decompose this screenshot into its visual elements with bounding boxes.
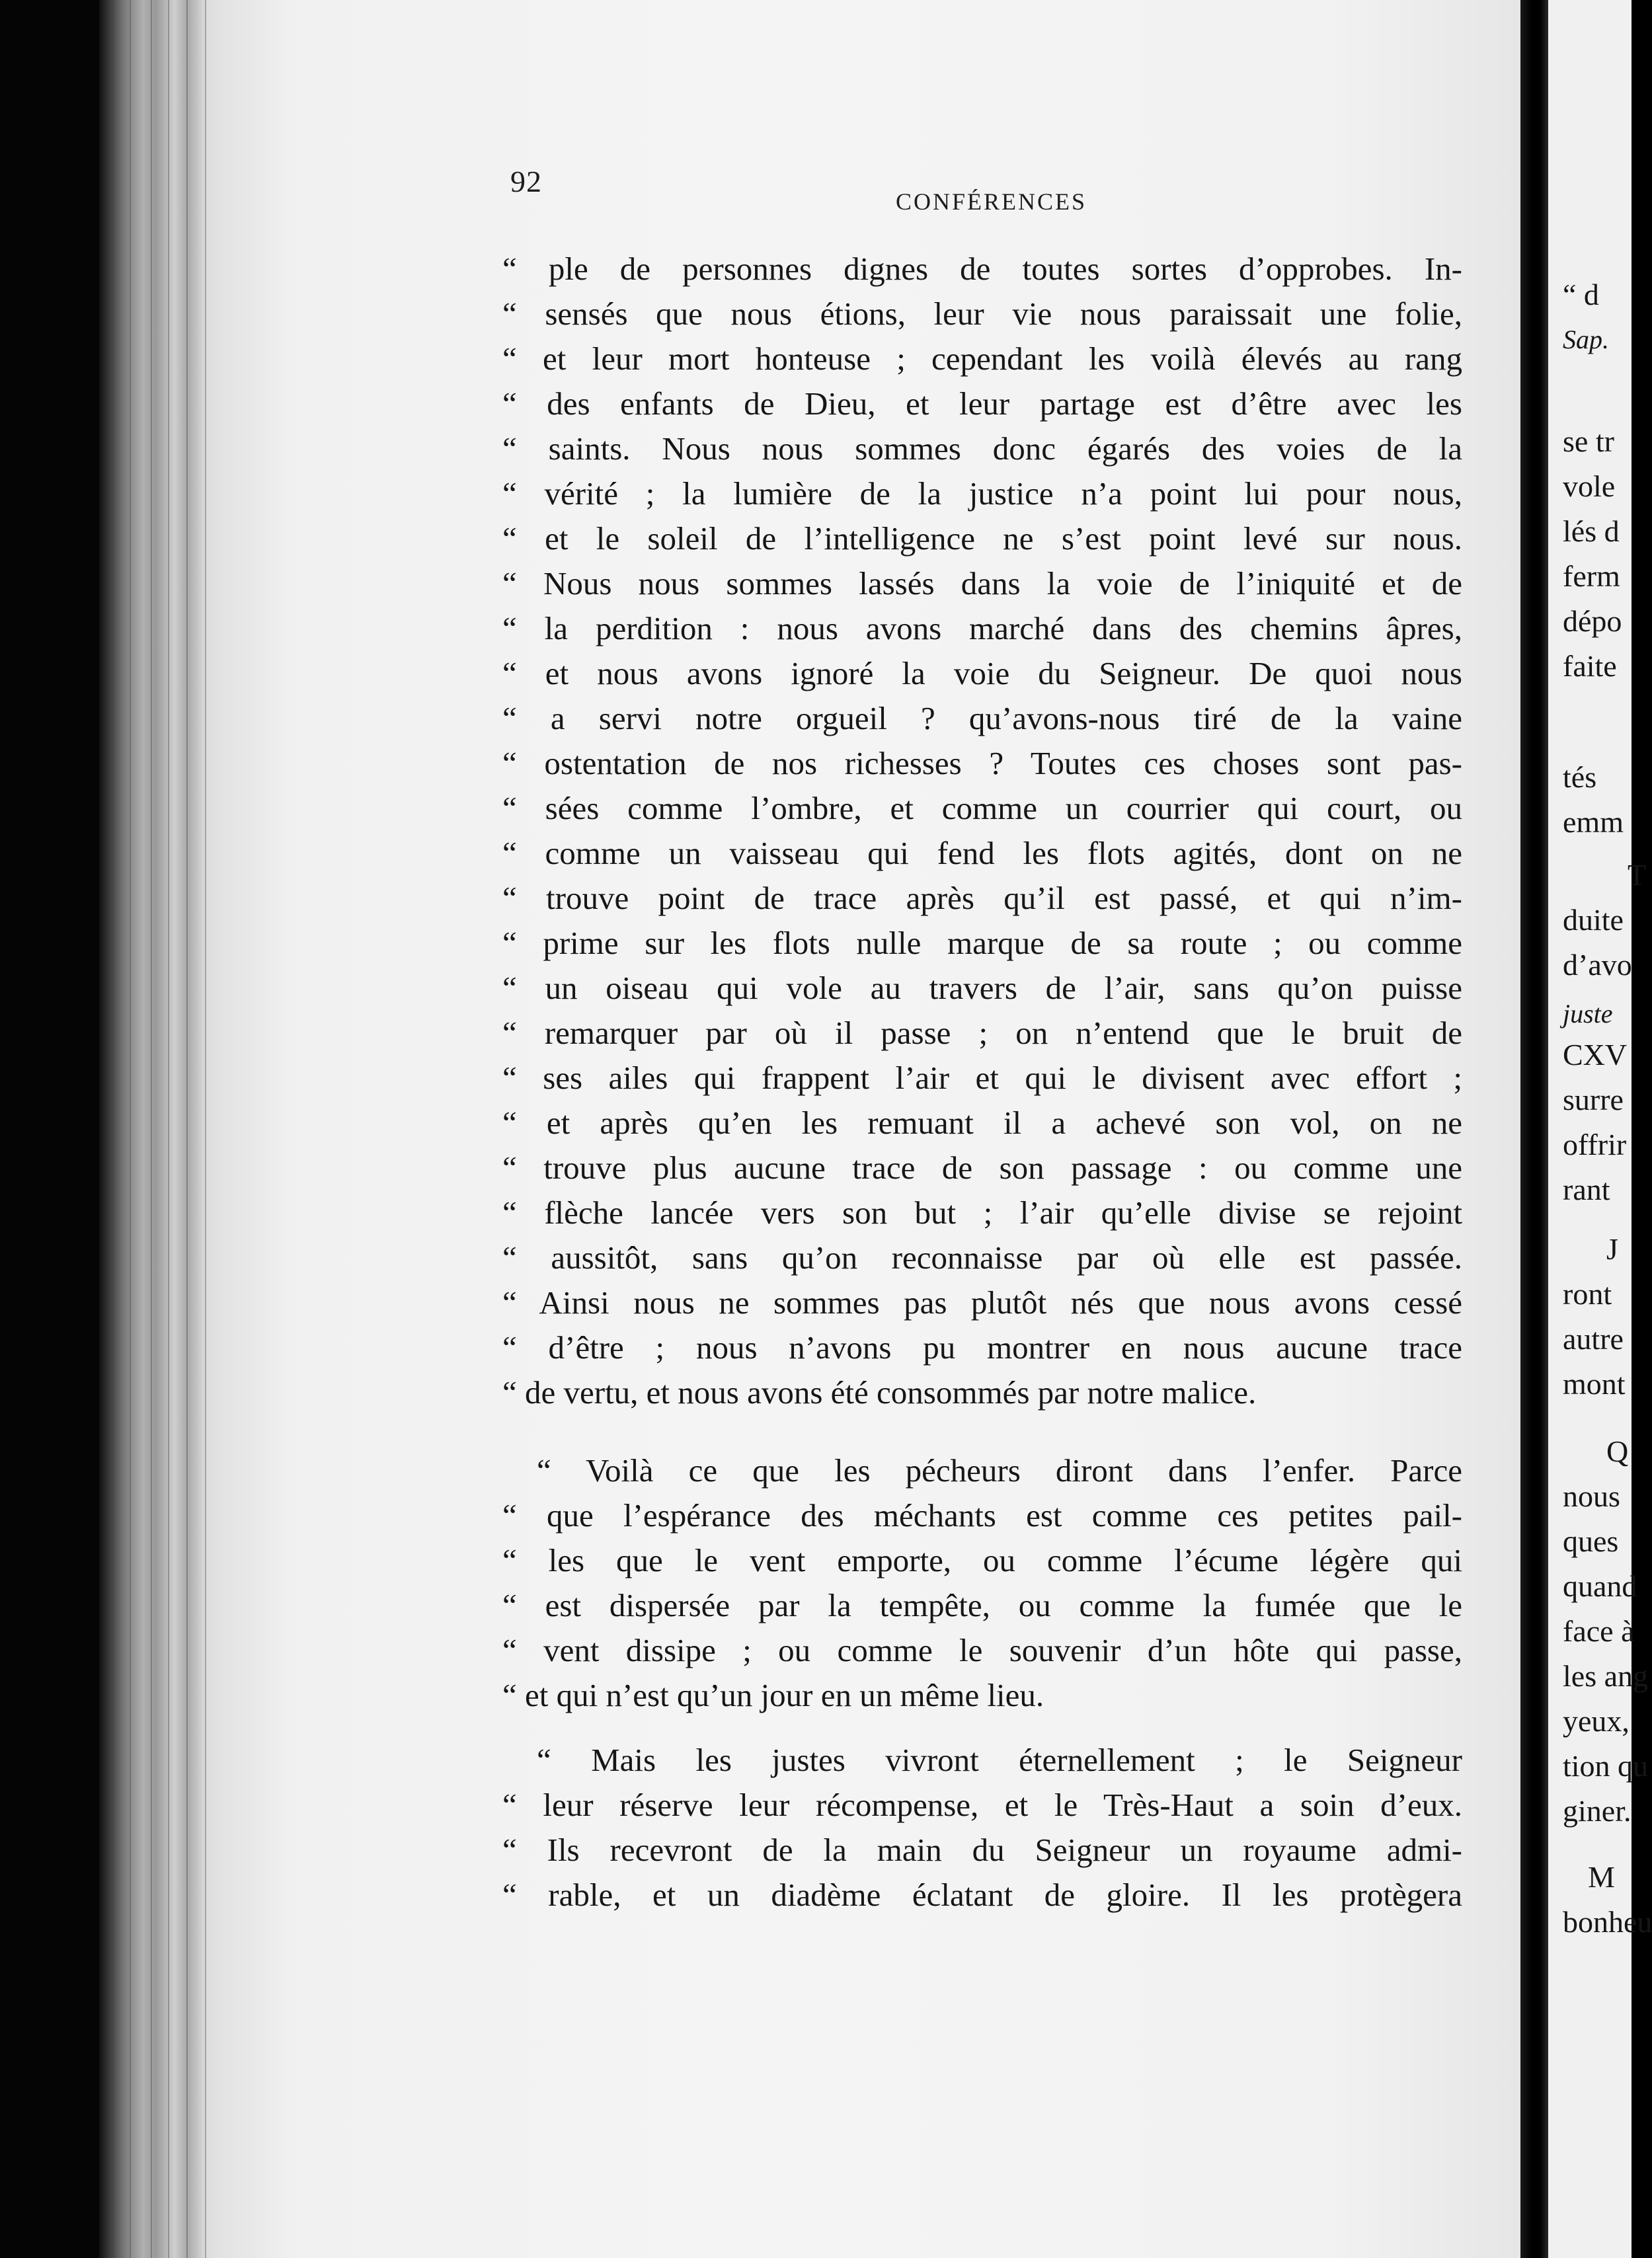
text-line: “ Ils recevront de la main du Seigneur un royaume admi-	[502, 1832, 1462, 1868]
right-page-fragment: duite	[1563, 903, 1624, 937]
text-line: “ vent dissipe ; ou comme le souvenir d’un hôte qui passe,	[502, 1632, 1462, 1668]
right-page-fragment: lés d	[1563, 514, 1620, 548]
right-page-fragment: se tr	[1563, 424, 1614, 458]
text-line: “ flèche lancée vers son but ; l’air qu’elle divise se rejoint	[502, 1194, 1462, 1231]
text-line: “ est dispersée par la tempête, ou comme la fumée que le	[502, 1587, 1462, 1623]
page-edges	[99, 0, 225, 2258]
right-page-fragment: surre	[1563, 1083, 1624, 1116]
right-page-fragment: rant	[1563, 1173, 1610, 1206]
text-line: “ les que le vent emporte, ou comme l’écume légère qui	[502, 1542, 1462, 1578]
right-page-fragment: Q	[1606, 1434, 1629, 1468]
right-page-fragment: emm	[1563, 805, 1624, 839]
right-page-fragment: Sap.	[1563, 325, 1609, 354]
text-line: “ saints. Nous nous sommes donc égarés des voies de la	[502, 430, 1462, 467]
text-line: “ comme un vaisseau qui fend les flots agités, dont on ne	[502, 835, 1462, 871]
text-line: “ ses ailes qui frappent l’air et qui le divisent avec effort ;	[502, 1060, 1462, 1096]
text-line: “ sées comme l’ombre, et comme un courrier qui court, ou	[502, 790, 1462, 826]
text-line: “ Ainsi nous ne sommes pas plutôt nés que nous avons cessé	[502, 1284, 1462, 1321]
text-line: “ remarquer par où il passe ; on n’entend que le bruit de	[502, 1015, 1462, 1051]
right-page-fragment: bonheu	[1563, 1905, 1652, 1939]
text-line: “ et après qu’en les remuant il a achevé son vol, on ne	[502, 1105, 1462, 1141]
text-line: “ trouve plus aucune trace de son passage : ou comme une	[502, 1149, 1462, 1186]
text-line: “ Mais les justes vivront éternellement ; le Seigneur	[537, 1742, 1462, 1778]
text-line: “ des enfants de Dieu, et leur partage est d’être avec les	[502, 385, 1462, 422]
text-line: “ que l’espérance des méchants est comme ces petites pail-	[502, 1497, 1462, 1534]
right-page-fragment: mont	[1563, 1367, 1626, 1401]
text-line: “ a servi notre orgueil ? qu’avons-nous tiré de la vaine	[502, 700, 1462, 736]
right-page-fragment: vole	[1563, 469, 1616, 503]
text-line: “ rable, et un diadème éclatant de gloire. Il les protègera	[502, 1877, 1462, 1913]
running-head: CONFÉRENCES	[896, 188, 1087, 215]
text-line: “ vérité ; la lumière de la justice n’a point lui pour nous,	[502, 475, 1462, 512]
text-line: “ leur réserve leur récompense, et le Très-Haut a soin d’eux.	[502, 1787, 1462, 1823]
right-page-fragment: “ d	[1563, 278, 1599, 311]
text-line: “ et nous avons ignoré la voie du Seigneur. De quoi nous	[502, 655, 1462, 691]
text-line: “ Nous nous sommes lassés dans la voie de l’iniquité et de	[502, 565, 1462, 602]
right-page-fragment: nous	[1563, 1479, 1620, 1513]
text-line: “ sensés que nous étions, leur vie nous paraissait une folie,	[502, 295, 1462, 332]
text-line: “ de vertu, et nous avons été consommés par notre malice.	[502, 1374, 1257, 1411]
right-page-fragment: tion qu	[1563, 1749, 1649, 1783]
right-page-fragment: M	[1588, 1860, 1615, 1894]
page-number: 92	[510, 165, 542, 198]
scan-margin-left	[0, 0, 99, 2258]
right-page-fragment: ront	[1563, 1277, 1612, 1311]
right-page-fragment: offrir	[1563, 1128, 1627, 1161]
right-page-fragment: T	[1628, 858, 1647, 892]
text-line: “ ple de personnes dignes de toutes sortes d’opprobes. In-	[502, 251, 1462, 287]
text-line: “ trouve point de trace après qu’il est passé, et qui n’im-	[502, 880, 1462, 916]
right-page-fragment: CXV	[1563, 1038, 1628, 1071]
right-page-fragment: tés	[1563, 760, 1597, 794]
right-page-fragment: les ang	[1563, 1659, 1649, 1693]
text-line: “ Voilà ce que les pécheurs diront dans l’enfer. Parce	[537, 1452, 1462, 1489]
text-line: “ et qui n’est qu’un jour en un même lieu.	[502, 1677, 1044, 1713]
right-page-fragment: giner.	[1563, 1794, 1632, 1828]
book-gutter	[1520, 0, 1548, 2258]
right-page-fragment: ques	[1563, 1524, 1619, 1558]
text-line: “ aussitôt, sans qu’on reconnaisse par où elle est passée.	[502, 1239, 1462, 1276]
text-line: “ ostentation de nos richesses ? Toutes ces choses sont pas-	[502, 745, 1462, 781]
right-page-fragment: d’avo	[1563, 948, 1632, 982]
right-page-fragment: faite	[1563, 649, 1617, 683]
right-page-fragment: face à	[1563, 1614, 1635, 1648]
right-page-fragment: autre	[1563, 1322, 1624, 1356]
right-page-fragment: ferm	[1563, 559, 1620, 593]
text-line: “ et leur mort honteuse ; cependant les voilà élevés au rang	[502, 340, 1462, 377]
text-line: “ prime sur les flots nulle marque de sa route ; ou comme	[502, 925, 1462, 961]
right-page-fragment: yeux,	[1563, 1704, 1630, 1738]
right-page-fragment: juste	[1563, 999, 1613, 1029]
right-page	[1548, 0, 1652, 2258]
text-line: “ la perdition : nous avons marché dans des chemins âpres,	[502, 610, 1462, 646]
right-page-fragment: J	[1606, 1232, 1618, 1266]
right-page-fragment: quand	[1563, 1569, 1637, 1603]
text-line: “ et le soleil de l’intelligence ne s’est point levé sur nous.	[502, 520, 1462, 557]
right-page-fragment: dépo	[1563, 604, 1622, 638]
text-line: “ un oiseau qui vole au travers de l’air, sans qu’on puisse	[502, 970, 1462, 1006]
text-line: “ d’être ; nous n’avons pu montrer en nous aucune trace	[502, 1329, 1462, 1366]
